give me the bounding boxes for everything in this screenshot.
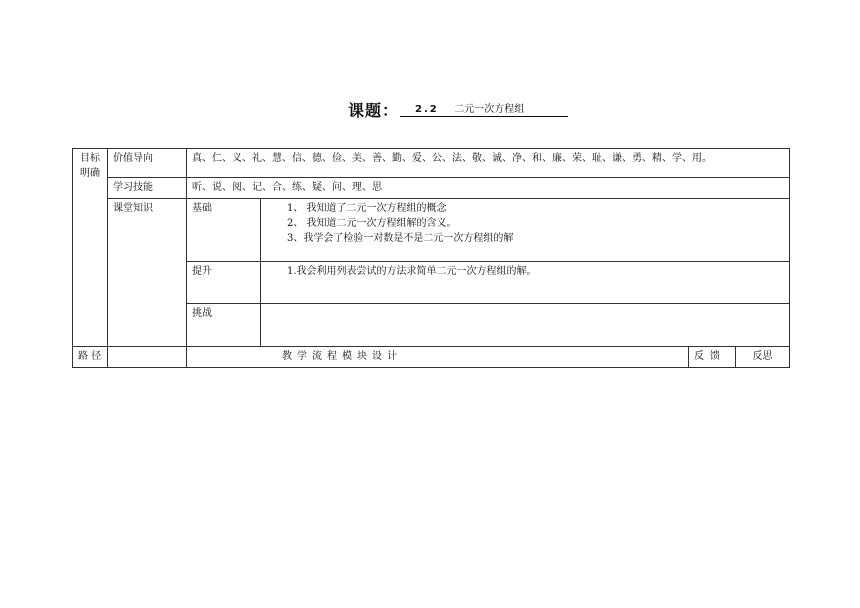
advance-label: 提升 xyxy=(187,262,261,304)
list-item: 3、我学会了检验一对数是不是二元一次方程组的解 xyxy=(287,233,514,244)
challenge-label: 挑战 xyxy=(187,304,261,347)
values-row xyxy=(73,149,790,178)
skills-label: 学习技能 xyxy=(108,178,187,199)
lesson-title xyxy=(0,98,860,122)
list-item: 2、 我知道二元一次方程组解的含义。 xyxy=(287,218,457,229)
path-empty-cell xyxy=(108,347,187,368)
basic-content xyxy=(261,199,790,262)
lesson-plan-table xyxy=(72,148,790,368)
basic-label: 基础 xyxy=(187,199,261,262)
title-topic-line xyxy=(400,100,568,117)
challenge-content xyxy=(261,304,790,347)
values-content: 真、仁、义、礼、慧、信、德、俭、美、善、勤、爱、公、法、敬、诚、净、和、廉、荣、耻、谦、勇、精、学、用。 xyxy=(187,149,790,178)
list-item: 1、 我知道了二元一次方程组的概念 xyxy=(287,203,447,214)
section-number: 2.2 xyxy=(415,104,439,115)
feedback-header: 反馈 xyxy=(689,347,736,368)
design-header: 教学流程模块设计 xyxy=(187,347,689,368)
knowledge-label: 课堂知识 xyxy=(108,199,187,347)
reflection-header: 反思 xyxy=(736,347,790,368)
skills-row xyxy=(73,178,790,199)
skills-content: 听、说、阅、记、合、练、疑、问、理、思 xyxy=(187,178,790,199)
basic-row xyxy=(73,199,790,262)
goals-label: 目标明确 xyxy=(73,149,108,347)
advance-content xyxy=(261,262,790,304)
title-label: 课题： xyxy=(348,101,400,120)
path-row xyxy=(73,347,790,368)
list-item: 1.我会利用列表尝试的方法求简单二元一次方程组的解。 xyxy=(287,266,537,277)
path-label: 路 径 xyxy=(73,347,108,368)
topic-name: 二元一次方程组 xyxy=(454,104,525,115)
values-label: 价值导向 xyxy=(108,149,187,178)
